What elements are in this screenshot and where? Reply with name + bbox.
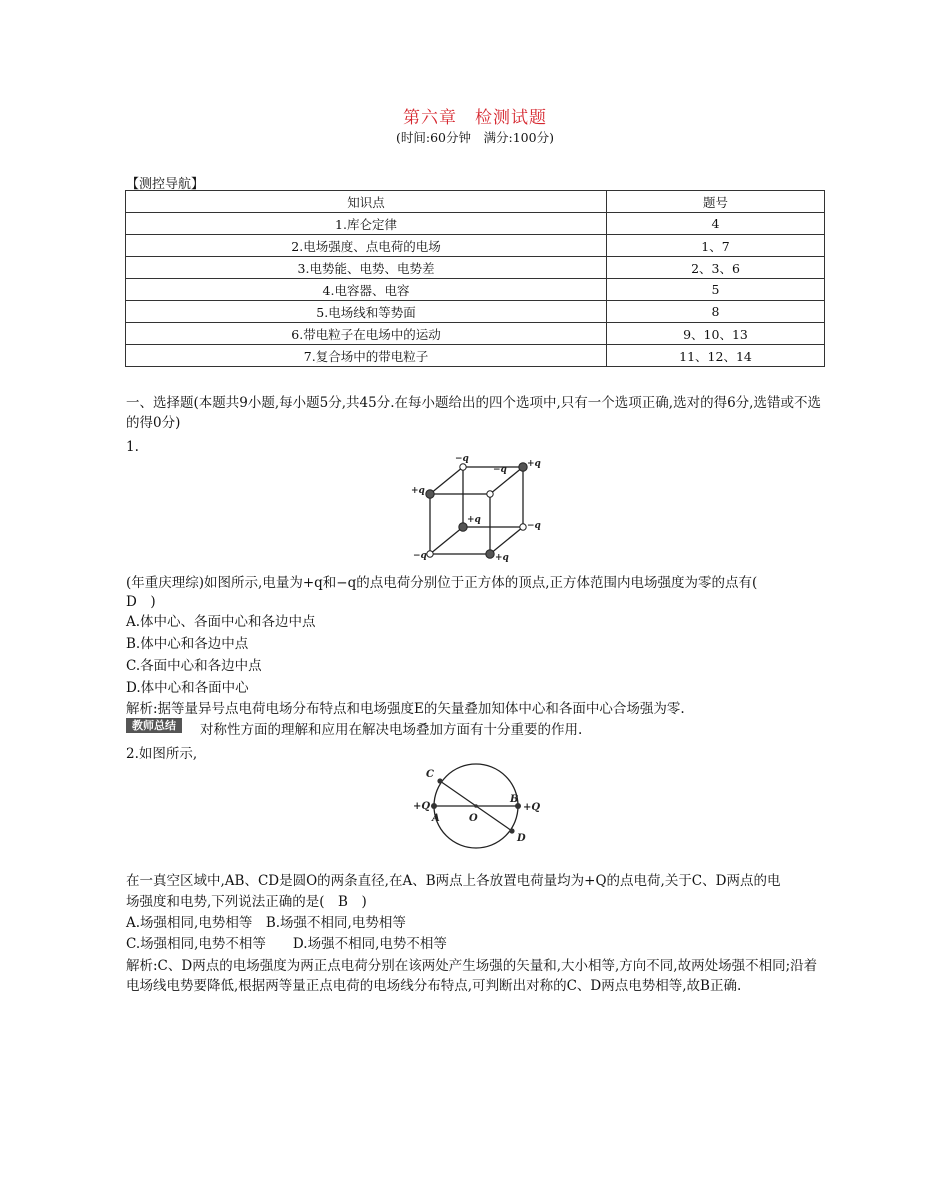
table-row <box>126 323 825 345</box>
label-charge: −q <box>455 454 469 464</box>
label-charge: +q <box>527 459 541 469</box>
option-c: C.各面中心和各边中点 <box>126 658 262 674</box>
label-charge: +q <box>467 515 481 525</box>
table-row <box>126 279 825 301</box>
label-charge: +q <box>411 486 425 496</box>
question-stem-line2: 场强度和电势,下列说法正确的是( B ) <box>126 894 367 910</box>
guide-label: 【测控导航】 <box>126 177 205 192</box>
column-header-topic: 知识点 <box>126 191 607 213</box>
topic-cell: 7.复合场中的带电粒子 <box>126 345 607 367</box>
point-label-o: O <box>469 813 478 824</box>
analysis-text: 解析:C、D两点的电场强度为两正点电荷分别在该两处产生场强的矢量和,大小相等,方向不同,故两处场强不相同;沿着电场线电势要降低,根据两等量正点电荷的电场线分布特点,可判断出对称的C、D两点电势相等,故B正确. <box>126 958 818 994</box>
summary-text: 对称性方面的理解和应用在解决电场叠加方面有十分重要的作用. <box>200 722 583 738</box>
question-answer: D ) <box>126 594 156 610</box>
option-d: D.体中心和各面中心 <box>126 680 249 696</box>
table-row <box>126 213 825 235</box>
option-a: A.体中心、各面中心和各边中点 <box>126 614 316 630</box>
table-row <box>126 345 825 367</box>
topic-cell: 6.带电粒子在电场中的运动 <box>126 323 607 345</box>
table-row <box>126 235 825 257</box>
number-cell: 2、3、6 <box>607 257 825 279</box>
topic-cell: 5.电场线和等势面 <box>126 301 607 323</box>
options-line2: C.场强相同,电势不相等 D.场强不相同,电势不相等 <box>126 936 447 952</box>
point-label-d: D <box>517 833 526 844</box>
number-cell: 11、12、14 <box>607 345 825 367</box>
label-charge: −q <box>527 521 541 531</box>
option-b: B.体中心和各边中点 <box>126 636 249 652</box>
label-charge: +q <box>495 553 509 563</box>
section-intro: 一、选择题(本题共9小题,每小题5分,共45分.在每小题给出的四个选项中,只有一个选项正确,选对的得6分,选错或不选的得0分) <box>126 395 821 431</box>
label-charge: −q <box>413 551 427 561</box>
guide-table <box>125 190 825 367</box>
question-stem: (年重庆理综)如图所示,电量为+q和−q的点电荷分别位于正方体的顶点,正方体范围内电场强度为零的点有( <box>126 575 758 591</box>
table-row <box>126 257 825 279</box>
question-number: 2.如图所示, <box>126 746 198 762</box>
label-charge: −q <box>493 465 507 475</box>
charge-label-right: +Q <box>523 802 541 813</box>
topic-cell: 3.电势能、电势、电势差 <box>126 257 607 279</box>
charge-label-left: +Q <box>413 801 431 812</box>
question-number: 1. <box>126 439 139 455</box>
topic-cell: 4.电容器、电容 <box>126 279 607 301</box>
number-cell: 4 <box>607 213 825 235</box>
number-cell: 9、10、13 <box>607 323 825 345</box>
page-subtitle: (时间:60分钟 满分:100分) <box>396 130 554 145</box>
teacher-summary-badge: 教师总结 <box>126 718 182 733</box>
cube-diagram <box>405 452 565 572</box>
topic-cell: 1.库仑定律 <box>126 213 607 235</box>
number-cell: 5 <box>607 279 825 301</box>
circle-diagram <box>410 761 550 851</box>
analysis-text: 解析:据等量异号点电荷电场分布特点和电场强度E的矢量叠加知体中心和各面中心合场强为零. <box>126 701 685 717</box>
table-row <box>126 301 825 323</box>
table-header-row <box>126 191 825 213</box>
page-title: 第六章 检测试题 <box>403 108 547 128</box>
topic-cell: 2.电场强度、点电荷的电场 <box>126 235 607 257</box>
options-line1: A.场强相同,电势相等 B.场强不相同,电势相等 <box>126 915 406 931</box>
point-label-a: A <box>432 813 440 824</box>
number-cell: 8 <box>607 301 825 323</box>
column-header-number: 题号 <box>607 191 825 213</box>
question-stem-line1: 在一真空区域中,AB、CD是圆O的两条直径,在A、B两点上各放置电荷量均为+Q的点电荷,关于C、D两点的电 <box>126 873 781 889</box>
point-label-b: B <box>510 794 519 805</box>
point-label-c: C <box>426 769 434 780</box>
number-cell: 1、7 <box>607 235 825 257</box>
